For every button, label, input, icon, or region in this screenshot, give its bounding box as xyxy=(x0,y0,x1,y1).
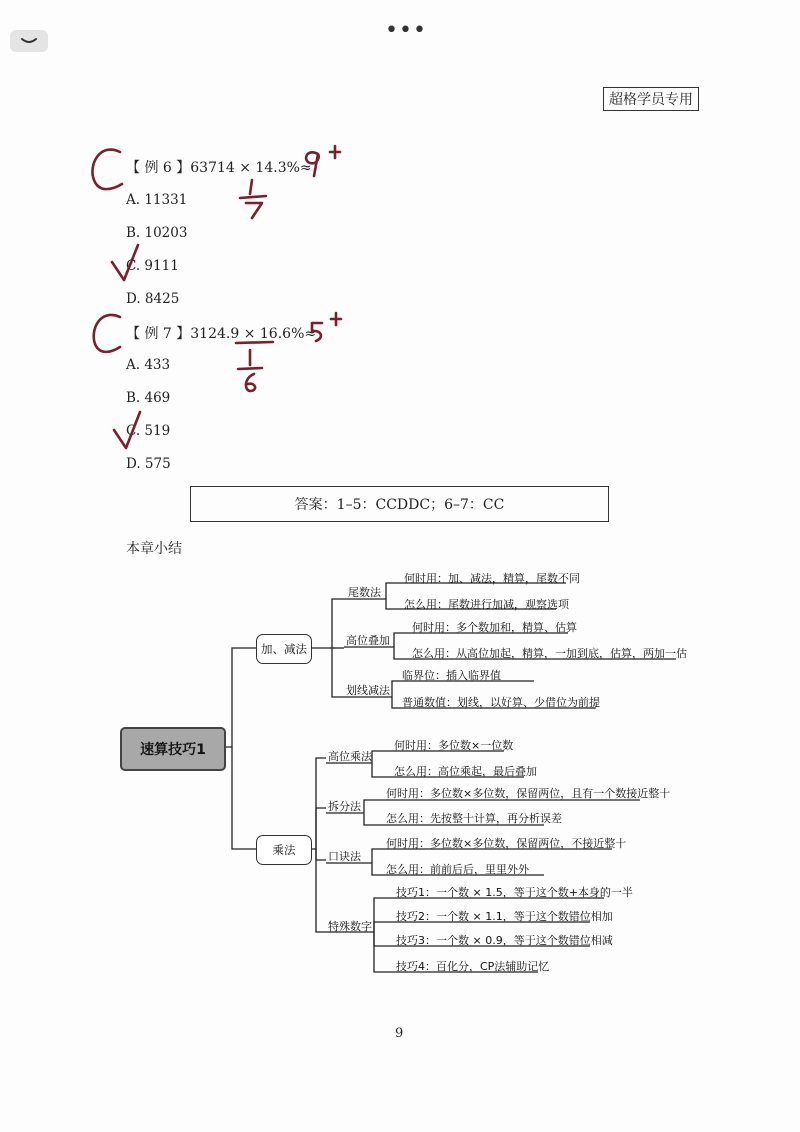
special-tip-2: 技巧2：一个数 × 1.1，等于这个数错位相加 xyxy=(396,910,613,923)
node-tail-method: 尾数法 xyxy=(348,586,381,599)
q7-option-a: A. 433 xyxy=(126,357,171,373)
q6-option-c: C. 9111 xyxy=(126,258,179,274)
q7-option-c: C. 519 xyxy=(126,423,171,439)
high-add-how: 怎么用：从高位加起，精算，一加到底，估算，两加一估 xyxy=(412,647,687,660)
question-7-expression-a: 3124.9 × xyxy=(190,326,260,342)
high-multiply-when: 何时用：多位数×一位数 xyxy=(394,739,514,752)
node-special-numbers: 特殊数字 xyxy=(328,920,372,933)
question-7-prefix: 【 例 7 】 xyxy=(126,326,191,342)
more-options-button[interactable]: ••• xyxy=(385,18,427,43)
chapter-summary-title: 本章小结 xyxy=(126,541,182,557)
oral-method-how: 怎么用：前前后后，里里外外 xyxy=(386,863,529,876)
split-method-when: 何时用：多位数×多位数，保留两位，且有一个数接近整十 xyxy=(386,787,671,800)
page-number: 9 xyxy=(395,1026,404,1041)
tail-method-when: 何时用：加、减法，精算，尾数不同 xyxy=(404,572,580,585)
node-oral-method: 口诀法 xyxy=(328,850,361,863)
node-add-subtract: 加、减法 xyxy=(256,634,312,664)
question-6-prefix: 【 例 6 】 xyxy=(126,160,191,176)
node-multiply: 乘法 xyxy=(256,835,312,865)
q6-option-a: A. 11331 xyxy=(126,192,188,208)
line-subtraction-normal: 普通数值：划线，以好算、少借位为前提 xyxy=(402,696,600,709)
node-high-multiply: 高位乘法 xyxy=(328,750,372,763)
answer-box: 答案：1–5：CCDDC；6–7：CC xyxy=(190,486,609,522)
question-7-expression-b: 16.6% xyxy=(259,326,305,342)
node-line-subtraction: 划线减法 xyxy=(346,684,390,697)
split-method-how: 怎么用：先按整十计算，再分析误差 xyxy=(386,812,562,825)
q6-option-b: B. 10203 xyxy=(126,225,188,241)
mindmap-root: 速算技巧1 xyxy=(120,727,226,771)
special-tip-3: 技巧3：一个数 × 0.9，等于这个数错位相减 xyxy=(396,934,613,947)
high-multiply-how: 怎么用：高位乘起，最后叠加 xyxy=(394,765,537,778)
node-high-add: 高位叠加 xyxy=(346,634,390,647)
question-6-expression: 63714 × 14.3%≈ xyxy=(190,160,312,176)
question-7-expression-c: ≈ xyxy=(304,326,317,342)
node-split-method: 拆分法 xyxy=(328,800,361,813)
special-tip-4: 技巧4：百化分，CP法辅助记忆 xyxy=(396,960,550,973)
student-only-stamp: 超格学员专用 xyxy=(603,87,699,111)
line-subtraction-critical: 临界位：插入临界值 xyxy=(402,669,501,682)
q7-option-b: B. 469 xyxy=(126,390,171,406)
q6-option-d: D. 8425 xyxy=(126,291,180,307)
tail-method-how: 怎么用：尾数进行加减，观察选项 xyxy=(404,598,569,611)
high-add-when: 何时用：多个数加和，精算、估算 xyxy=(412,621,577,634)
special-tip-1: 技巧1：一个数 × 1.5，等于这个数+本身的一半 xyxy=(396,886,633,899)
oral-method-when: 何时用：多位数×多位数，保留两位，不接近整十 xyxy=(386,837,627,850)
q7-option-d: D. 575 xyxy=(126,456,171,472)
